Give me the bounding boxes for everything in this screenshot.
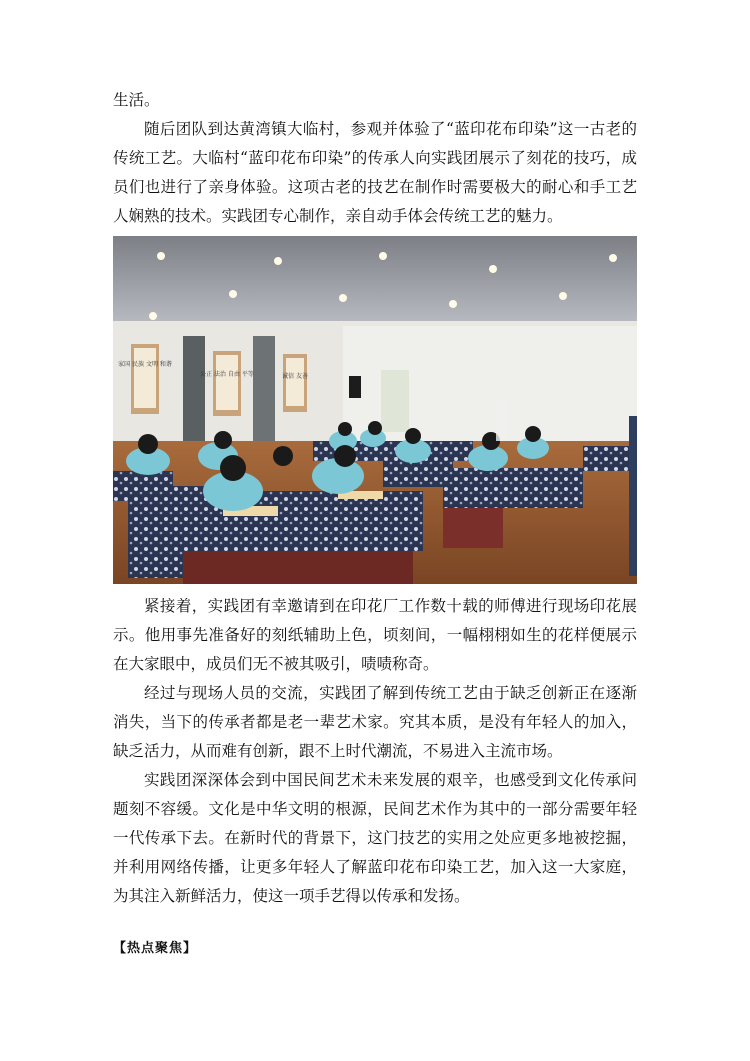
section-heading: 【热点聚焦】	[113, 941, 198, 956]
paragraph-village-visit: 随后团队到达黄湾镇大临村，参观并体验了“蓝印花布印染”这一古老的传统工艺。大临村“蓝印花布印染”的传承人向实践团展示了刻花的技巧，成员们也进行了亲身体验。这项古老的技艺在制作时需要极大的耐心和手工艺人娴熟的技术。实践团专心制作，亲自动手体会传统工艺的魅力。	[113, 120, 637, 225]
document-page	[113, 86, 637, 956]
paragraph-reflection: 实践团深深体会到中国民间艺术未来发展的艰辛，也感受到文化传承问题刻不容缓。文化是中华文明的根源，民间艺术作为其中的一部分需要年轻一代传承下去。在新时代的背景下，这门技艺的实用之处应更多地被挖掘，并利用网络传播，让更多年轻人了解蓝印花布印染工艺，加入这一大家庭，为其注入新鲜活力，使这一项手艺得以传承和发扬。	[113, 771, 637, 905]
classroom-photo	[113, 236, 637, 584]
calligraphy-scroll-right	[283, 354, 307, 412]
paragraph-exchange: 经过与现场人员的交流，实践团了解到传统工艺由于缺乏创新正在逐渐消失，当下的传承者都是老一辈艺术家。究其本质，是没有年轻人的加入，缺乏活力，从而难有创新，跟不上时代潮流，不易进入主流市场。	[113, 684, 637, 760]
scroll-text-left: 家国 民族 文明 和谐	[118, 361, 172, 368]
scroll-text-center: 公正 法治 自由 平等	[200, 371, 254, 378]
scroll-text-right: 诚信 友善	[282, 373, 308, 380]
calligraphy-scroll-center	[213, 351, 241, 416]
paragraph-fragment: 生活。	[113, 91, 160, 109]
calligraphy-scroll-left	[131, 344, 159, 414]
paragraph-master-demo: 紧接着，实践团有幸邀请到在印花厂工作数十载的师傅进行现场印花展示。他用事先准备好的刻纸辅助上色，顷刻间，一幅栩栩如生的花样便展示在大家眼中，成员们无不被其吸引，啧啧称奇。	[113, 597, 637, 673]
